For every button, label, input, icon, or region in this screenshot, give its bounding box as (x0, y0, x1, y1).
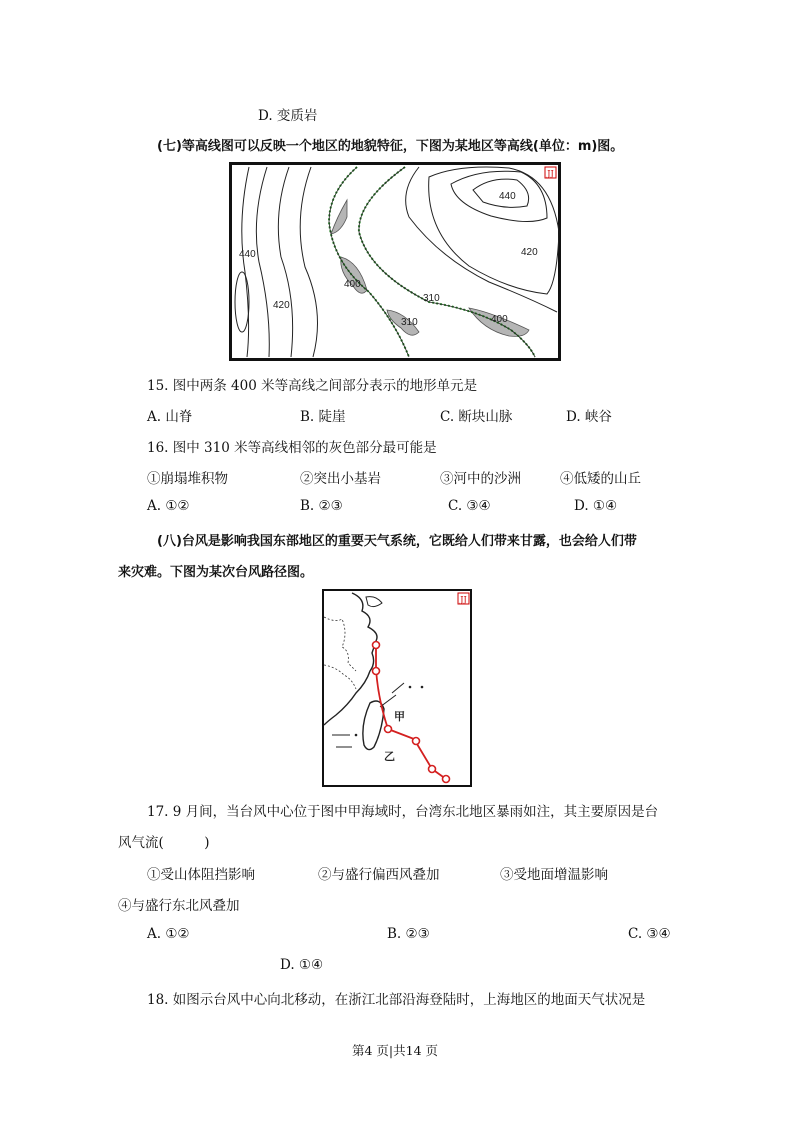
q16-stem: 16. 图中 310 米等高线相邻的灰色部分最可能是 (147, 440, 437, 456)
typhoon-position (429, 766, 436, 773)
q16-choice-4: ④低矮的山丘 (560, 471, 641, 487)
typhoon-position (413, 738, 420, 745)
label-310-low: 310 (401, 317, 418, 328)
q15-option-c: C. 断块山脉 (440, 409, 513, 425)
q14-option-d: D. 变质岩 (258, 108, 318, 124)
q16-option-b: B. ②③ (300, 498, 343, 514)
label-440-left: 440 (239, 249, 256, 260)
q17-stem-line1: 17. 9 月间，当台风中心位于图中甲海域时，台湾东北地区暴雨如注，其主要原因是台 (147, 804, 659, 820)
svg-text:JJ: JJ (460, 595, 467, 604)
section7-heading: (七)等高线图可以反映一个地区的地貌特征，下图为某地区等高线(单位：m)图。 (157, 139, 624, 154)
typhoon-position (373, 668, 380, 675)
section8-heading-line1: (八)台风是影响我国东部地区的重要天气系统，它既给人们带来甘露，也会给人们带 (157, 534, 637, 549)
q17-choice-1: ①受山体阻挡影响 (147, 867, 255, 883)
q17-option-c: C. ③④ (628, 926, 671, 942)
label-400-mid: 400 (344, 279, 361, 290)
q17-stem-line2: 风气流( ) (118, 835, 210, 851)
label-400-right: 400 (491, 314, 508, 325)
q15-stem: 15. 图中两条 400 米等高线之间部分表示的地形单元是 (147, 378, 478, 394)
q16-option-d: D. ①④ (574, 498, 618, 514)
label-420-left: 420 (273, 300, 290, 311)
label-310-mid: 310 (423, 293, 440, 304)
contour-map (229, 162, 561, 361)
q17-option-d: D. ①④ (280, 957, 324, 973)
typhoon-position (443, 776, 450, 783)
q16-option-c: C. ③④ (448, 498, 491, 514)
q16-choice-1: ①崩塌堆积物 (147, 471, 228, 487)
q16-choice-2: ②突出小基岩 (300, 471, 381, 487)
page-footer: 第4 页|共14 页 (352, 1043, 439, 1058)
q17-choice-2: ②与盛行偏西风叠加 (318, 867, 440, 883)
q18-stem: 18. 如图示台风中心向北移动，在浙江北部沿海登陆时，上海地区的地面天气状况是 (147, 992, 646, 1008)
typhoon-position (385, 726, 392, 733)
section8-heading-line2: 来灾难。下图为某次台风路径图。 (118, 565, 314, 580)
q16-option-a: A. ①② (147, 498, 190, 514)
typhoon-position (373, 642, 380, 649)
label-420-right: 420 (521, 247, 538, 258)
svg-text:JJ: JJ (547, 169, 554, 178)
q17-option-a: A. ①② (147, 926, 190, 942)
q17-choice-4: ④与盛行东北风叠加 (118, 898, 240, 914)
q16-choice-3: ③河中的沙洲 (440, 471, 521, 487)
label-yi: 乙 (384, 750, 395, 763)
q17-option-b: B. ②③ (387, 926, 430, 942)
label-440-top: 440 (499, 191, 516, 202)
q15-option-b: B. 陡崖 (300, 409, 346, 425)
q15-option-d: D. 峡谷 (566, 409, 612, 425)
label-jia: 甲 (394, 710, 405, 723)
q17-choice-3: ③受地面增温影响 (500, 867, 608, 883)
q15-option-a: A. 山脊 (147, 409, 193, 425)
typhoon-map-frame (323, 590, 471, 786)
typhoon-map (322, 589, 472, 787)
